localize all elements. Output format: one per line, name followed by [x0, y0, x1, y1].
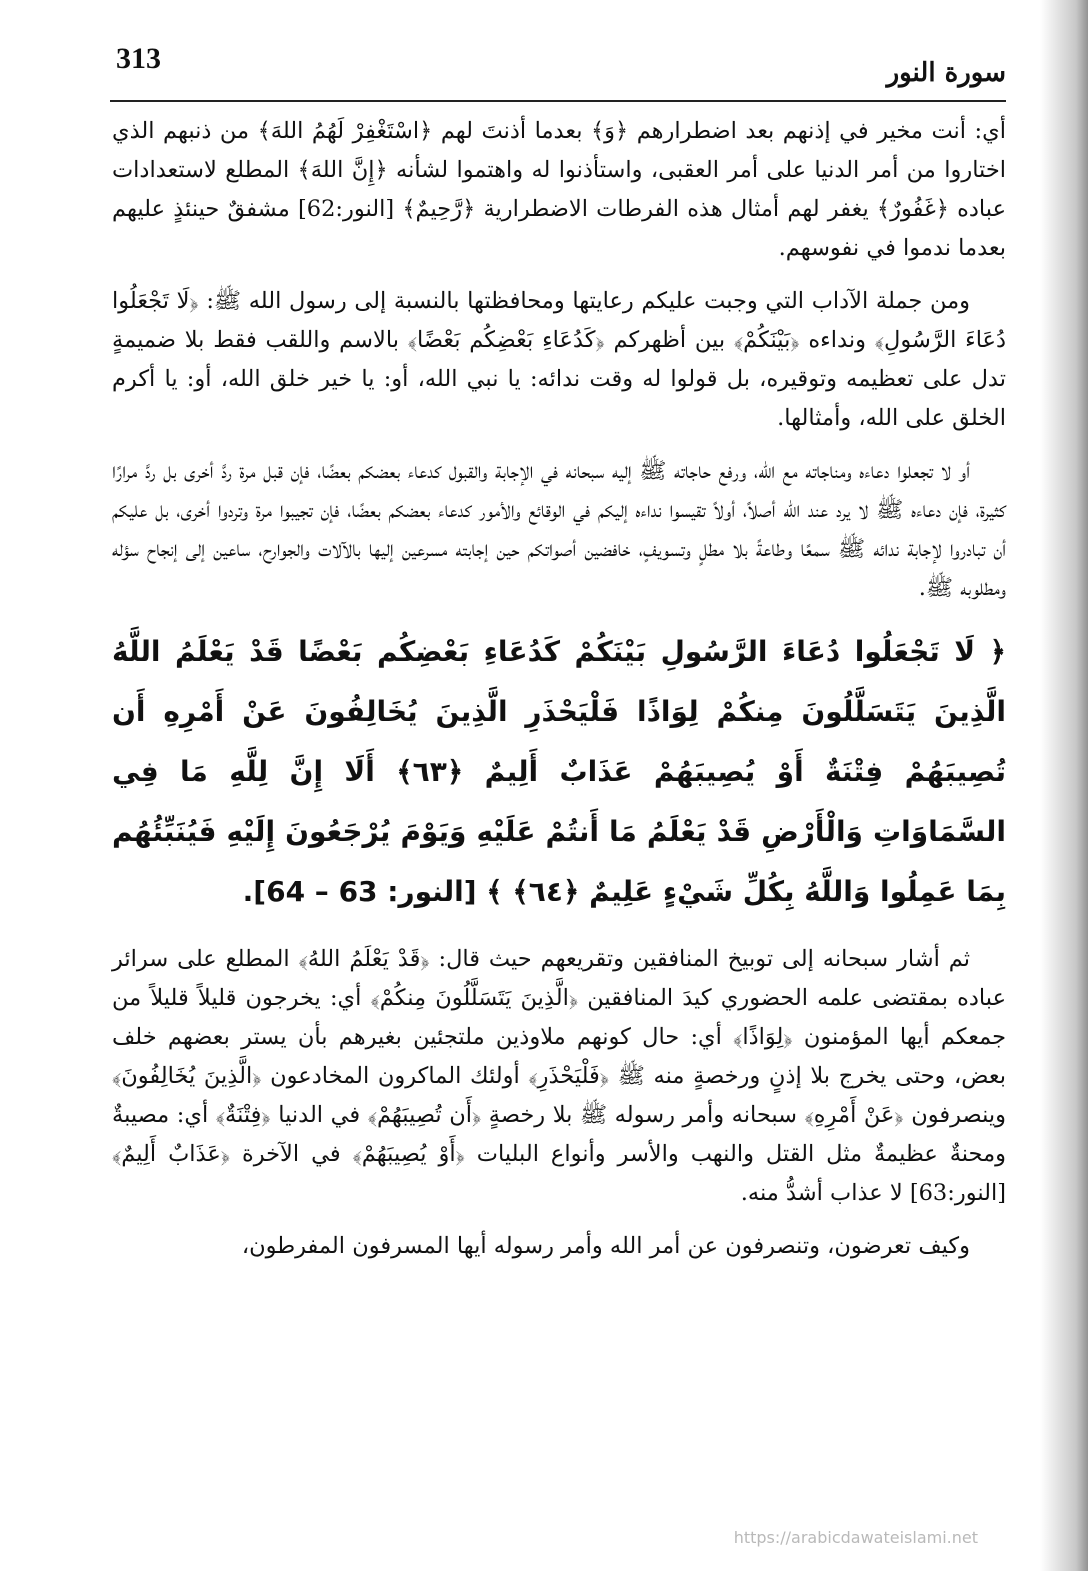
paragraph-1: أي: أنت مخير في إذنهم بعد اضطرارهم ﴿وَ﴾ بعدما أذنتَ لهم ﴿اسْتَغْفِرْ لَهُمُ اللهَ﴾ من ذنبهم الذي اختاروا من أمر الدنيا على أمر العقبى، واستأذنوا له واهتموا لشأنه ﴿إِنَّ اللهَ﴾ المطلع لاستعدادات عباده ﴿غَفُورٌ﴾ يغفر لهم أمثال هذه الفرطات الاضطرارية ﴿رَّحِيمٌ﴾ [النور:62] مشفقٌ حينئذٍ عليهم بعدما ندموا في نفوسهم. — [112, 118, 1006, 261]
paragraph-4: ثم أشار سبحانه إلى توبيخ المنافقين وتقريعهم حيث قال: ﴿قَدْ يَعْلَمُ اللهُ﴾ المطلع على سرائر عباده بمقتضى علمه الحضوري كيدَ المنافقين ﴿الَّذِينَ يَتَسَلَّلُونَ مِنكُمْ﴾ أي: يخرجون قليلاً قليلاً من جمعكم أيها المؤمنون ﴿لِوَاذًا﴾ أي: حال كونهم ملاوذين ملتجئين بغيرهم بأن يستر بعضهم خلف بعض، وحتى يخرج بلا إذنٍ ورخصةٍ منه ﷺ ﴿فَلْيَحْذَرِ﴾ أولئك الماكرون المخادعون ﴿الَّذِينَ يُخَالِفُونَ﴾ وينصرفون ﴿عَنْ أَمْرِهِ﴾ سبحانه وأمر رسوله ﷺ بلا رخصةٍ ﴿أَن تُصِيبَهُمْ﴾ في الدنيا ﴿فِتْنَةٌ﴾ أي: مصيبةٌ ومحنةٌ عظيمةٌ مثل القتل والنهب والأسر وأنواع البليات ﴿أَوْ يُصِيبَهُمْ﴾ في الآخرة ﴿عَذَابٌ أَلِيمٌ﴾ [النور:63] لا عذاب أشدُّ منه. — [112, 946, 1006, 1206]
page-edge-shadow — [1040, 0, 1088, 1571]
paragraph-5: وكيف تعرضون، وتنصرفون عن أمر الله وأمر رسوله أيها المسرفون المفرطون، — [241, 1233, 970, 1259]
page-header — [110, 40, 1006, 102]
watermark-url: https://arabicdawateislami.net — [733, 1528, 978, 1547]
paragraph-3: أو لا تجعلوا دعاءه ومناجاته مع الله، ورفع حاجاته ﷺ إليه سبحانه في الإجابة والقبول كدعاء بعضكم بعضًا، فإن قبل مرة ردَّ أخرى بل ردَّ مرارًا كثيرة، فإن دعاءه ﷺ لا يرد عند الله أصلاً، أولاً تقيسوا نداءه إليكم في الوقائع والأمور كدعاء بعضكم بعضًا، فإن تجيبوا مرة وتردوا أخرى، بل عليكم أن تبادروا لإجابة ندائه ﷺ سمعًا وطاعةً بلا مطلٍ وتسويفٍ، خافضين أصواتكم حين إجابته مسرعين إليها بالآلات والجوارح، ساعين إلى إنجاح سؤله ومطلوبه ﷺ. — [112, 458, 1006, 601]
page-number: 313 — [116, 42, 161, 75]
paragraph-2: ومن جملة الآداب التي وجبت عليكم رعايتها ومحافظتها بالنسبة إلى رسول الله ﷺ: ﴿لَا تَجْعَلُوا دُعَاءَ الرَّسُولِ﴾ ونداءه ﴿بَيْنَكُمْ﴾ بين أظهركم ﴿كَدُعَاءِ بَعْضِكُم بَعْضًا﴾ بالاسم واللقب فقط بلا ضميمةٍ تدل على تعظيمه وتوقيره، بل قولوا له وقت ندائه: يا نبي الله، أو: يا خير خلق الله، أو: يا أكرم الخلق على الله، وأمثالها. — [112, 288, 1006, 431]
page-content — [112, 112, 1006, 1280]
quran-verse-block: ﴿ لَا تَجْعَلُوا دُعَاءَ الرَّسُولِ بَيْنَكُمْ كَدُعَاءِ بَعْضِكُم بَعْضًا قَدْ يَعْلَمُ اللَّهُ الَّذِينَ يَتَسَلَّلُونَ مِنكُمْ لِوَاذًا فَلْيَحْذَرِ الَّذِينَ يُخَالِفُونَ عَنْ أَمْرِهِ أَن تُصِيبَهُمْ فِتْنَةٌ أَوْ يُصِيبَهُمْ عَذَابٌ أَلِيمٌ ﴿٦٣﴾ أَلَا إِنَّ لِلَّهِ مَا فِي السَّمَاوَاتِ وَالْأَرْضِ قَدْ يَعْلَمُ مَا أَنتُمْ عَلَيْهِ وَيَوْمَ يُرْجَعُونَ إِلَيْهِ فَيُنَبِّئُهُم بِمَا عَمِلُوا وَاللَّهُ بِكُلِّ شَيْءٍ عَلِيمٌ ﴿٦٤﴾ ﴾ [النور: 63 – 64]. — [112, 635, 1006, 908]
surah-title: سورة النور — [886, 58, 1006, 88]
